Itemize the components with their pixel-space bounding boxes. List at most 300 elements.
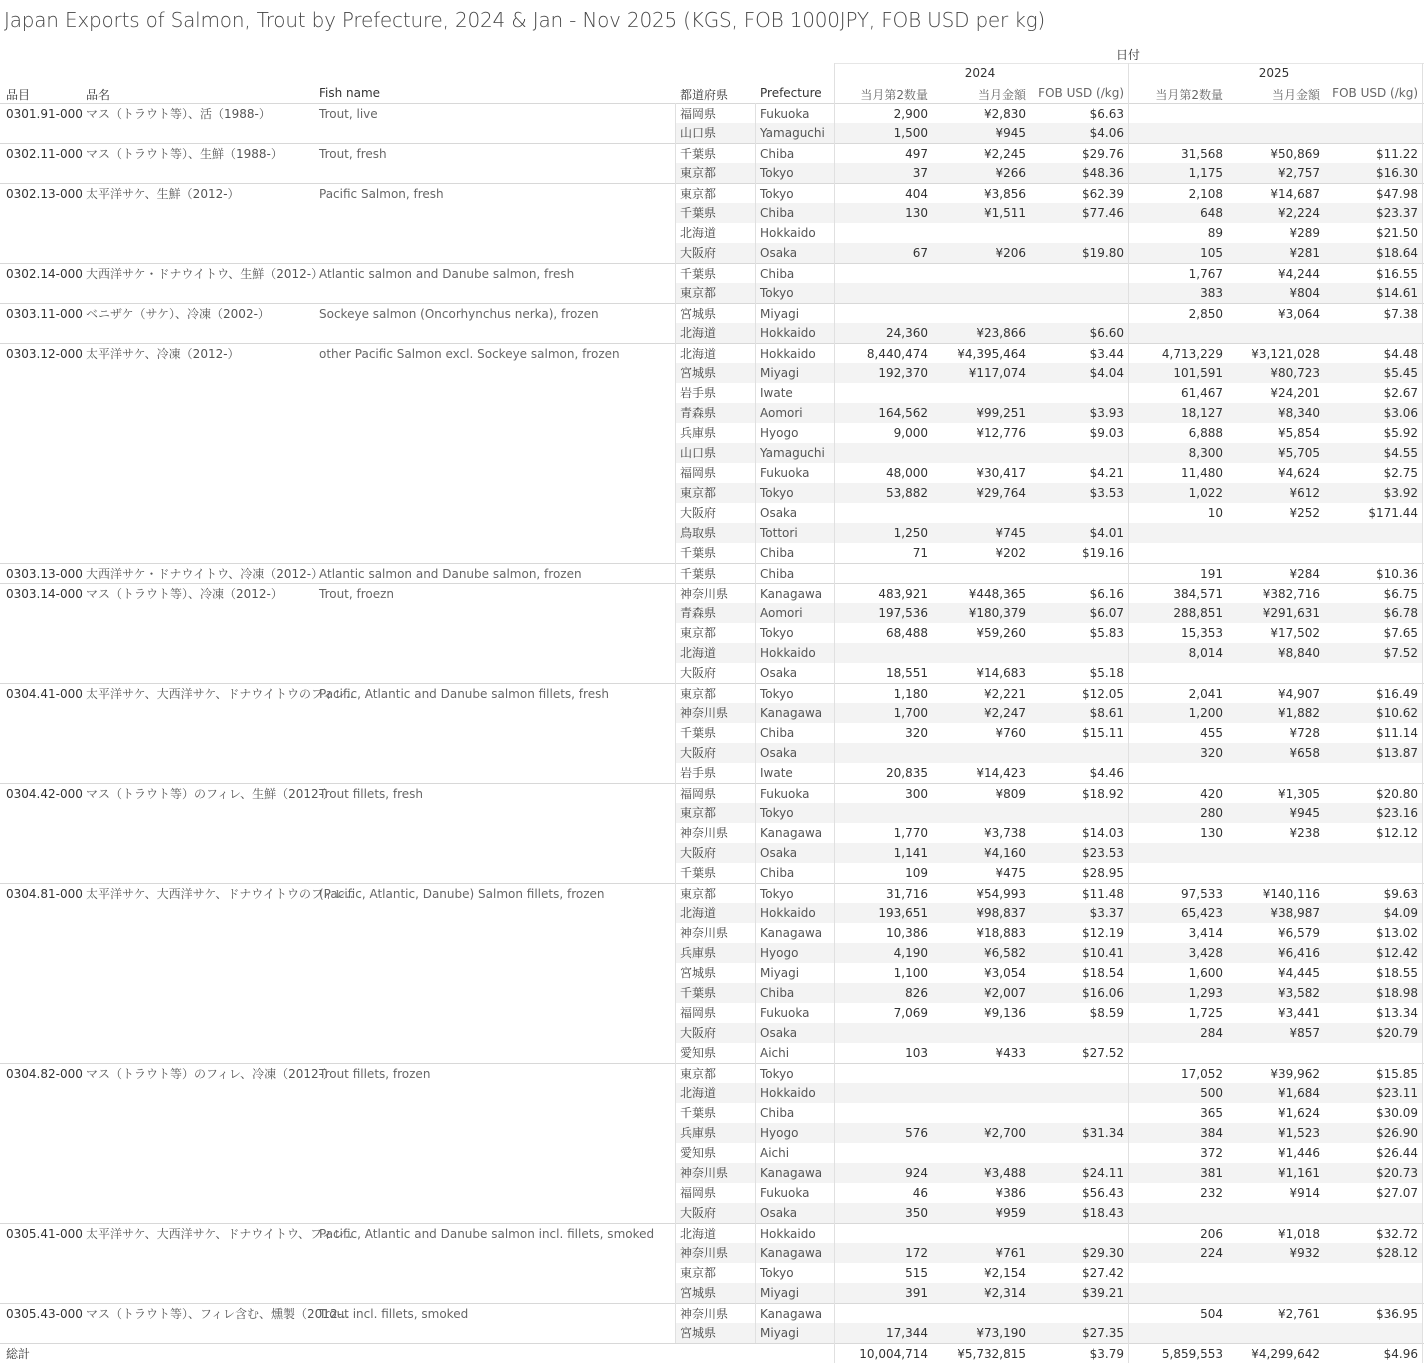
prefecture-en: Tokyo [760, 806, 794, 820]
item-code: 0305.43-000 [6, 1307, 83, 1321]
cell-2024-usd: $19.80 [1082, 246, 1124, 260]
prefecture-en: Hokkaido [760, 347, 816, 361]
cell-2025-usd: $4.09 [1383, 906, 1418, 920]
prefecture-en: Miyagi [760, 366, 800, 380]
prefecture-jp: 北海道 [680, 226, 717, 240]
fish-name: Pacific Salmon, fresh [319, 187, 444, 201]
item-name-jp: マス（トラウト等）のフィレ、冷凍（2012-） [86, 1067, 335, 1081]
cell-2025-qty: 101,591 [1173, 366, 1223, 380]
fish-name: Trout incl. fillets, smoked [319, 1307, 469, 1321]
fish-name: Atlantic salmon and Danube salmon, fresh [319, 267, 575, 281]
item-name-jp: マス（トラウト等）のフィレ、生鮮（2012-） [86, 787, 335, 801]
cell-2025-amount: ¥3,582 [1278, 986, 1320, 1000]
data-table-body [0, 103, 1424, 1343]
cell-2025-amount: ¥14,687 [1270, 187, 1320, 201]
prefecture-en: Osaka [760, 1026, 798, 1040]
table-row [0, 1263, 1424, 1283]
prefecture-en: Fukuoka [760, 466, 810, 480]
prefecture-en: Chiba [760, 206, 795, 220]
cell-2024-usd: $3.93 [1089, 406, 1124, 420]
cell-2025-usd: $7.38 [1383, 307, 1418, 321]
cell-2025-qty: 15,353 [1181, 626, 1223, 640]
cell-2024-usd: $8.61 [1089, 706, 1124, 720]
prefecture-jp: 千葉県 [680, 866, 717, 880]
table-row [0, 443, 1424, 463]
cell-2024-qty: 826 [905, 986, 928, 1000]
cell-2024-usd: $10.41 [1082, 946, 1124, 960]
cell-2024-qty: 350 [905, 1206, 928, 1220]
cell-2024-usd: $39.21 [1082, 1286, 1124, 1300]
item-name-jp: 大西洋サケ・ドナウイトウ、冷凍（2012-） [86, 567, 324, 581]
prefecture-jp: 東京都 [680, 1067, 717, 1081]
prefecture-jp: 宮城県 [680, 366, 717, 380]
cell-2024-usd: $14.03 [1082, 826, 1124, 840]
prefecture-jp: 愛知県 [680, 1146, 717, 1160]
prefecture-en: Hokkaido [760, 646, 816, 660]
cell-2025-amount: ¥914 [1289, 1186, 1320, 1200]
cell-2024-qty: 37 [912, 166, 928, 180]
prefecture-jp: 北海道 [680, 347, 717, 361]
cell-2024-amount: ¥98,837 [976, 906, 1026, 920]
cell-2024-amount: ¥945 [995, 126, 1026, 140]
cell-2025-qty: 2,850 [1188, 307, 1223, 321]
item-code: 0304.42-000 [6, 787, 83, 801]
cell-2024-usd: $29.76 [1082, 147, 1124, 161]
table-row [0, 1323, 1424, 1343]
prefecture-en: Chiba [760, 726, 795, 740]
cell-2025-qty: 455 [1200, 726, 1223, 740]
cell-2024-usd: $6.16 [1089, 587, 1124, 601]
prefecture-jp: 北海道 [680, 906, 717, 920]
cell-2025-amount: ¥1,446 [1278, 1146, 1320, 1160]
prefecture-en: Iwate [760, 386, 793, 400]
cell-2025-amount: ¥804 [1289, 286, 1320, 300]
item-code: 0304.82-000 [6, 1067, 83, 1081]
table-row [0, 1303, 1424, 1323]
cell-2025-amount: ¥4,244 [1278, 267, 1320, 281]
item-name-jp: マス（トラウト等）、冷凍（2012-） [86, 587, 283, 601]
header-2025-qty: 当月第2数量 [1155, 88, 1223, 102]
fish-name: Pacific, Atlantic and Danube salmon fillets, fresh [319, 687, 609, 701]
cell-2025-usd: $20.73 [1376, 1166, 1418, 1180]
cell-2024-qty: 172 [905, 1246, 928, 1260]
cell-2025-usd: $26.44 [1376, 1146, 1418, 1160]
cell-2025-amount: ¥932 [1289, 1246, 1320, 1260]
cell-2024-amount: ¥2,314 [984, 1286, 1026, 1300]
cell-2025-qty: 288,851 [1173, 606, 1223, 620]
cell-2024-qty: 1,141 [893, 846, 928, 860]
table-row [0, 1083, 1424, 1103]
table-row [0, 1103, 1424, 1123]
cell-2024-amount: ¥2,245 [984, 147, 1026, 161]
cell-2024-amount: ¥180,379 [968, 606, 1026, 620]
item-code: 0303.11-000 [6, 307, 83, 321]
prefecture-en: Hokkaido [760, 1086, 816, 1100]
cell-2025-qty: 61,467 [1181, 386, 1223, 400]
cell-2025-qty: 224 [1200, 1246, 1223, 1260]
prefecture-en: Hyogo [760, 1126, 799, 1140]
cell-2024-qty: 109 [905, 866, 928, 880]
fish-name: Atlantic salmon and Danube salmon, frozen [319, 567, 582, 581]
prefecture-en: Osaka [760, 746, 798, 760]
cell-2025-qty: 1,200 [1188, 706, 1223, 720]
fish-name: Trout, fresh [319, 147, 387, 161]
cell-2025-usd: $11.22 [1376, 147, 1418, 161]
cell-2025-qty: 6,888 [1188, 426, 1223, 440]
cell-2025-qty: 420 [1200, 787, 1223, 801]
table-row [0, 983, 1424, 1003]
prefecture-jp: 北海道 [680, 646, 717, 660]
cell-2024-amount: ¥117,074 [968, 366, 1026, 380]
cell-2025-qty: 280 [1200, 806, 1223, 820]
cell-2025-amount: ¥1,018 [1278, 1227, 1320, 1241]
prefecture-jp: 神奈川県 [680, 826, 729, 840]
cell-2025-usd: $18.98 [1376, 986, 1418, 1000]
cell-2025-amount: ¥238 [1289, 826, 1320, 840]
header-code: 品目 [6, 88, 31, 102]
table-row [0, 503, 1424, 523]
item-name-jp: マス（トラウト等）、フィレ含む、燻製（2012-.. [86, 1307, 350, 1321]
cell-2025-qty: 3,414 [1188, 926, 1223, 940]
cell-2024-amount: ¥266 [995, 166, 1026, 180]
prefecture-jp: 宮城県 [680, 966, 717, 980]
cell-2024-qty: 192,370 [878, 366, 928, 380]
cell-2025-amount: ¥1,882 [1278, 706, 1320, 720]
cell-2024-amount: ¥3,738 [984, 826, 1026, 840]
prefecture-jp: 千葉県 [680, 986, 717, 1000]
prefecture-jp: 岩手県 [680, 766, 717, 780]
header-name-jp: 品名 [86, 88, 111, 102]
cell-2024-qty: 18,551 [886, 666, 928, 680]
cell-2025-usd: $23.37 [1376, 206, 1418, 220]
prefecture-en: Fukuoka [760, 107, 810, 121]
prefecture-en: Osaka [760, 1206, 798, 1220]
prefecture-jp: 神奈川県 [680, 706, 729, 720]
cell-2024-usd: $12.05 [1082, 687, 1124, 701]
prefecture-jp: 兵庫県 [680, 1126, 717, 1140]
cell-2024-usd: $3.37 [1089, 906, 1124, 920]
cell-2024-amount: ¥12,776 [976, 426, 1026, 440]
cell-2025-qty: 191 [1200, 567, 1223, 581]
cell-2024-amount: ¥475 [995, 866, 1026, 880]
cell-2024-amount: ¥54,993 [976, 887, 1026, 901]
cell-2025-qty: 18,127 [1181, 406, 1223, 420]
prefecture-en: Osaka [760, 666, 798, 680]
cell-2025-usd: $4.48 [1383, 347, 1418, 361]
table-row [0, 563, 1424, 583]
table-row [0, 543, 1424, 563]
prefecture-en: Miyagi [760, 1326, 800, 1340]
cell-2024-amount: ¥4,160 [984, 846, 1026, 860]
cell-2024-qty: 20,835 [886, 766, 928, 780]
table-row [0, 223, 1424, 243]
table-row [0, 143, 1424, 163]
prefecture-en: Chiba [760, 267, 795, 281]
cell-2025-amount: ¥4,624 [1278, 466, 1320, 480]
item-code: 0304.81-000 [6, 887, 83, 901]
cell-2025-usd: $13.87 [1376, 746, 1418, 760]
cell-2024-amount: ¥59,260 [976, 626, 1026, 640]
cell-2024-usd: $16.06 [1082, 986, 1124, 1000]
table-row [0, 403, 1424, 423]
table-row [0, 123, 1424, 143]
prefecture-jp: 宮城県 [680, 1326, 717, 1340]
table-row [0, 203, 1424, 223]
cell-2024-amount: ¥2,700 [984, 1126, 1026, 1140]
cell-2025-qty: 8,300 [1188, 446, 1223, 460]
cell-2024-amount: ¥761 [995, 1246, 1026, 1260]
cell-2025-amount: ¥289 [1289, 226, 1320, 240]
cell-2024-qty: 391 [905, 1286, 928, 1300]
cell-2024-amount: ¥4,395,464 [957, 347, 1026, 361]
prefecture-jp: 青森県 [680, 406, 717, 420]
prefecture-jp: 福岡県 [680, 1186, 717, 1200]
table-row [0, 863, 1424, 883]
prefecture-en: Tokyo [760, 1067, 794, 1081]
table-row [0, 423, 1424, 443]
col-separator-2025 [1128, 63, 1129, 1363]
cell-2024-qty: 130 [905, 206, 928, 220]
total-2024-amount: ¥5,732,815 [957, 1347, 1026, 1361]
prefecture-en: Kanagawa [760, 1246, 823, 1260]
table-row [0, 1003, 1424, 1023]
prefecture-jp: 神奈川県 [680, 1166, 729, 1180]
prefecture-jp: 東京都 [680, 687, 717, 701]
cell-2024-amount: ¥809 [995, 787, 1026, 801]
cell-2025-usd: $47.98 [1376, 187, 1418, 201]
cell-2024-usd: $31.34 [1082, 1126, 1124, 1140]
cell-2025-amount: ¥6,416 [1278, 946, 1320, 960]
item-code: 0305.41-000 [6, 1227, 83, 1241]
fish-name: (Pacific, Atlantic, Danube) Salmon fillets, frozen [319, 887, 605, 901]
prefecture-jp: 大阪府 [680, 846, 717, 860]
cell-2024-amount: ¥29,764 [976, 486, 1026, 500]
total-2025-qty: 5,859,553 [1161, 1347, 1223, 1361]
header-2024-usd: FOB USD (/kg) [1038, 86, 1124, 100]
item-code: 0304.41-000 [6, 687, 83, 701]
table-row [0, 323, 1424, 343]
prefecture-jp: 兵庫県 [680, 426, 717, 440]
prefecture-en: Kanagawa [760, 1307, 823, 1321]
cell-2025-qty: 89 [1207, 226, 1223, 240]
cell-2025-usd: $5.92 [1383, 426, 1418, 440]
prefecture-jp: 千葉県 [680, 567, 717, 581]
cell-2025-usd: $23.11 [1376, 1086, 1418, 1100]
cell-2024-qty: 300 [905, 787, 928, 801]
prefecture-en: Iwate [760, 766, 793, 780]
table-row [0, 663, 1424, 683]
cell-2024-qty: 103 [905, 1046, 928, 1060]
table-right-edge [1422, 63, 1423, 1363]
prefecture-en: Hokkaido [760, 326, 816, 340]
cell-2025-qty: 1,175 [1188, 166, 1223, 180]
cell-2024-amount: ¥448,365 [968, 587, 1026, 601]
prefecture-jp: 東京都 [680, 1266, 717, 1280]
table-row [0, 1183, 1424, 1203]
cell-2025-usd: $18.55 [1376, 966, 1418, 980]
table-row [0, 383, 1424, 403]
prefecture-jp: 千葉県 [680, 267, 717, 281]
cell-2025-amount: ¥857 [1289, 1026, 1320, 1040]
total-2024-usd: $3.79 [1089, 1347, 1124, 1361]
cell-2025-amount: ¥1,161 [1278, 1166, 1320, 1180]
table-row [0, 623, 1424, 643]
fish-name: other Pacific Salmon excl. Sockeye salmon, frozen [319, 347, 620, 361]
cell-2024-amount: ¥760 [995, 726, 1026, 740]
cell-2025-amount: ¥1,684 [1278, 1086, 1320, 1100]
cell-2025-qty: 2,041 [1188, 687, 1223, 701]
prefecture-en: Miyagi [760, 1286, 800, 1300]
table-row [0, 643, 1424, 663]
cell-2024-qty: 31,716 [886, 887, 928, 901]
cell-2025-usd: $10.36 [1376, 567, 1418, 581]
cell-2024-qty: 1,770 [893, 826, 928, 840]
cell-2024-amount: ¥14,683 [976, 666, 1026, 680]
cell-2025-usd: $2.67 [1383, 386, 1418, 400]
cell-2024-usd: $8.59 [1089, 1006, 1124, 1020]
cell-2025-qty: 8,014 [1188, 646, 1223, 660]
cell-2025-qty: 3,428 [1188, 946, 1223, 960]
cell-2025-usd: $171.44 [1368, 506, 1418, 520]
item-name-jp: ベニザケ（サケ）、冷凍（2002-） [86, 307, 270, 321]
item-name-jp: 太平洋サケ、大西洋サケ、ドナウイトウのフィレ.. [86, 687, 354, 701]
cell-2024-usd: $3.53 [1089, 486, 1124, 500]
prefecture-en: Tokyo [760, 486, 794, 500]
prefecture-en: Miyagi [760, 966, 800, 980]
cell-2024-amount: ¥1,511 [984, 206, 1026, 220]
cell-2025-qty: 1,725 [1188, 1006, 1223, 1020]
table-row [0, 1043, 1424, 1063]
year-2025-header: 2025 [1258, 66, 1290, 80]
cell-2025-amount: ¥24,201 [1270, 386, 1320, 400]
table-row [0, 343, 1424, 363]
table-row [0, 183, 1424, 203]
cell-2025-amount: ¥281 [1289, 246, 1320, 260]
table-row [0, 583, 1424, 603]
cell-2025-amount: ¥658 [1289, 746, 1320, 760]
cell-2024-amount: ¥202 [995, 546, 1026, 560]
prefecture-jp: 東京都 [680, 806, 717, 820]
cell-2025-amount: ¥38,987 [1270, 906, 1320, 920]
header-pref-en: Prefecture [760, 86, 822, 100]
cell-2024-amount: ¥433 [995, 1046, 1026, 1060]
prefecture-jp: 神奈川県 [680, 1307, 729, 1321]
cell-2024-usd: $3.44 [1089, 347, 1124, 361]
prefecture-en: Chiba [760, 147, 795, 161]
item-name-jp: 太平洋サケ、大西洋サケ、ドナウイトウ、フィレ.. [86, 1227, 353, 1241]
prefecture-jp: 大阪府 [680, 1026, 717, 1040]
cell-2024-usd: $4.21 [1089, 466, 1124, 480]
cell-2025-usd: $7.65 [1383, 626, 1418, 640]
cell-2025-qty: 384,571 [1173, 587, 1223, 601]
total-2025-usd: $4.96 [1383, 1347, 1418, 1361]
cell-2025-usd: $16.30 [1376, 166, 1418, 180]
cell-2025-amount: ¥291,631 [1262, 606, 1320, 620]
cell-2024-qty: 67 [912, 246, 928, 260]
cell-2024-qty: 8,440,474 [866, 347, 928, 361]
prefecture-en: Hokkaido [760, 906, 816, 920]
prefecture-jp: 大阪府 [680, 666, 717, 680]
prefecture-jp: 福岡県 [680, 787, 717, 801]
prefecture-en: Aichi [760, 1046, 790, 1060]
year-2024-header: 2024 [964, 66, 996, 80]
item-code: 0302.11-000 [6, 147, 83, 161]
cell-2024-qty: 1,500 [893, 126, 928, 140]
cell-2024-qty: 46 [912, 1186, 928, 1200]
cell-2024-qty: 924 [905, 1166, 928, 1180]
prefecture-en: Tokyo [760, 286, 794, 300]
cell-2025-usd: $7.52 [1383, 646, 1418, 660]
cell-2024-usd: $27.42 [1082, 1266, 1124, 1280]
cell-2024-usd: $23.53 [1082, 846, 1124, 860]
cell-2024-usd: $12.19 [1082, 926, 1124, 940]
cell-2024-usd: $6.07 [1089, 606, 1124, 620]
prefecture-en: Aichi [760, 1146, 790, 1160]
cell-2025-amount: ¥4,445 [1278, 966, 1320, 980]
cell-2024-amount: ¥9,136 [984, 1006, 1026, 1020]
table-row [0, 903, 1424, 923]
prefecture-en: Tokyo [760, 166, 794, 180]
prefecture-en: Tokyo [760, 1266, 794, 1280]
cell-2024-qty: 53,882 [886, 486, 928, 500]
table-row [0, 803, 1424, 823]
prefecture-jp: 千葉県 [680, 546, 717, 560]
cell-2025-amount: ¥3,121,028 [1251, 347, 1320, 361]
header-2024-amount: 当月金額 [977, 88, 1026, 102]
prefecture-jp: 北海道 [680, 1086, 717, 1100]
cell-2025-usd: $5.45 [1383, 366, 1418, 380]
cell-2024-qty: 48,000 [886, 466, 928, 480]
table-row [0, 1143, 1424, 1163]
cell-2024-qty: 4,190 [893, 946, 928, 960]
cell-2024-usd: $24.11 [1082, 1166, 1124, 1180]
cell-2025-amount: ¥4,907 [1278, 687, 1320, 701]
prefecture-jp: 東京都 [680, 286, 717, 300]
cell-2025-usd: $28.12 [1376, 1246, 1418, 1260]
cell-2024-amount: ¥2,247 [984, 706, 1026, 720]
table-row [0, 1243, 1424, 1263]
prefecture-en: Chiba [760, 986, 795, 1000]
table-row [0, 283, 1424, 303]
cell-2024-usd: $4.46 [1089, 766, 1124, 780]
cell-2025-amount: ¥284 [1289, 567, 1320, 581]
cell-2025-usd: $6.78 [1383, 606, 1418, 620]
cell-2025-qty: 384 [1200, 1126, 1223, 1140]
table-row [0, 843, 1424, 863]
prefecture-en: Kanagawa [760, 1166, 823, 1180]
cell-2024-amount: ¥386 [995, 1186, 1026, 1200]
cell-2024-qty: 1,700 [893, 706, 928, 720]
prefecture-jp: 福岡県 [680, 466, 717, 480]
cell-2024-usd: $18.54 [1082, 966, 1124, 980]
cell-2025-qty: 320 [1200, 746, 1223, 760]
cell-2025-amount: ¥728 [1289, 726, 1320, 740]
prefecture-jp: 東京都 [680, 166, 717, 180]
item-code: 0303.14-000 [6, 587, 83, 601]
prefecture-en: Osaka [760, 506, 798, 520]
cell-2025-qty: 504 [1200, 1307, 1223, 1321]
prefecture-jp: 岩手県 [680, 386, 717, 400]
prefecture-jp: 北海道 [680, 1227, 717, 1241]
cell-2025-amount: ¥2,757 [1278, 166, 1320, 180]
prefecture-jp: 山口県 [680, 126, 717, 140]
table-row [0, 1283, 1424, 1303]
year-separator [835, 63, 1424, 64]
cell-2025-amount: ¥1,523 [1278, 1126, 1320, 1140]
total-label: 総計 [6, 1347, 31, 1361]
cell-2025-amount: ¥80,723 [1270, 366, 1320, 380]
header-2024-qty: 当月第2数量 [860, 88, 928, 102]
